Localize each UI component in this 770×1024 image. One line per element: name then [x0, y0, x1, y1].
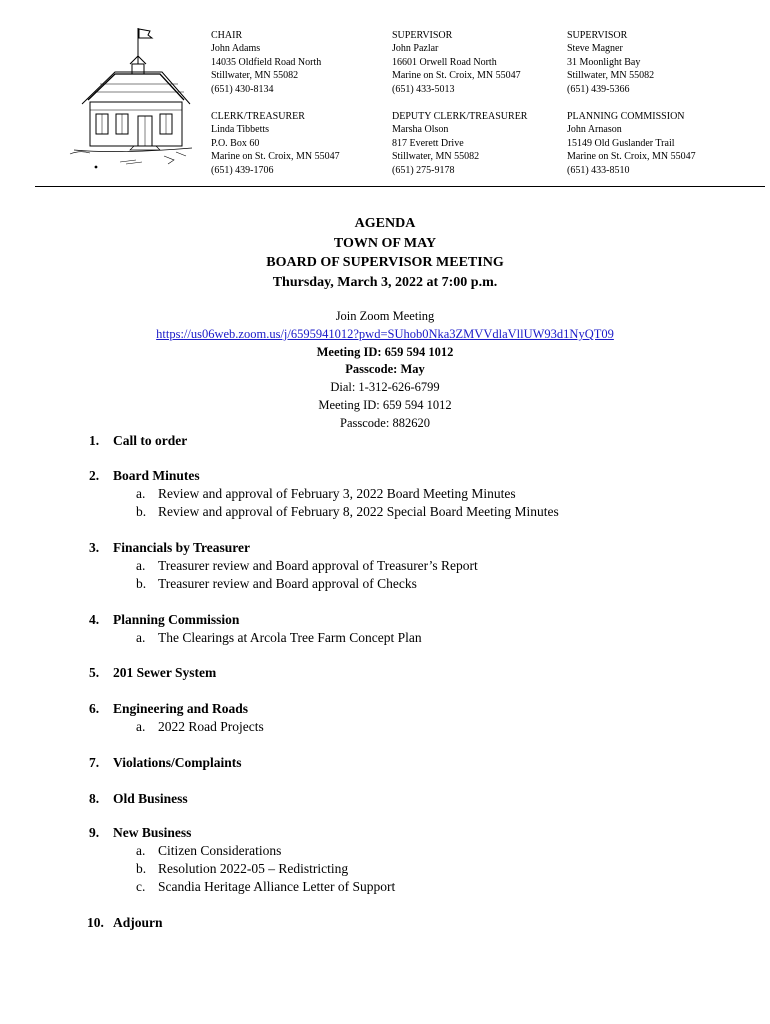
item-number: 9.	[89, 825, 100, 840]
agenda-item	[89, 665, 216, 681]
officer-chair	[211, 29, 321, 96]
agenda-heading	[0, 214, 770, 292]
subitem-letter: a.	[136, 630, 146, 645]
item-title: Old Business	[113, 791, 188, 806]
officer-city: Stillwater, MN 55082	[392, 151, 480, 163]
officer-planning-commission	[567, 110, 696, 177]
subitem-text: Treasurer review and Board approval of Treasurer’s Report	[158, 558, 478, 573]
agenda-item	[89, 540, 478, 591]
officer-name: Steve Magner	[567, 43, 623, 55]
subitem-letter: a.	[136, 486, 146, 501]
zoom-meeting-id: Meeting ID: 659 594 1012	[318, 397, 452, 412]
subitem-text: 2022 Road Projects	[158, 719, 264, 734]
officer-clerk-treasurer	[211, 110, 340, 177]
item-title: Violations/Complaints	[113, 755, 242, 770]
item-number: 1.	[89, 433, 100, 448]
agenda-subitem	[136, 630, 422, 646]
officer-name: John Arnason	[567, 124, 622, 136]
officer-role: CLERK/TREASURER	[211, 111, 305, 122]
item-number: 6.	[89, 701, 100, 716]
zoom-dial: Dial: 1-312-626-6799	[330, 380, 440, 395]
item-number: 2.	[89, 468, 100, 483]
officer-city: Stillwater, MN 55082	[211, 70, 299, 82]
zoom-passcode-bold: Passcode: May	[345, 362, 425, 377]
agenda-subitem	[136, 719, 264, 735]
zoom-meeting-id-bold: Meeting ID: 659 594 1012	[316, 344, 454, 359]
item-title: Adjourn	[113, 915, 163, 930]
subitem-text: Resolution 2022-05 – Redistricting	[158, 861, 349, 876]
item-title: Financials by Treasurer	[113, 540, 251, 555]
agenda-subitem	[136, 843, 281, 859]
zoom-info	[0, 308, 770, 433]
officer-phone: (651) 433-8510	[567, 164, 630, 176]
officer-phone: (651) 430-8134	[211, 83, 274, 95]
agenda-item	[89, 612, 422, 645]
subitem-text: Review and approval of February 3, 2022 Board Meeting Minutes	[158, 486, 516, 501]
item-title: Board Minutes	[113, 468, 200, 483]
officer-name: John Pazlar	[392, 43, 439, 55]
officer-supervisor-1	[392, 29, 521, 96]
agenda-subitem	[136, 879, 395, 895]
officer-city: Stillwater, MN 55082	[567, 70, 655, 82]
agenda-subitem	[136, 558, 478, 574]
officer-deputy-clerk	[392, 110, 527, 177]
agenda-item	[89, 791, 188, 807]
officer-address: 16601 Orwell Road North	[392, 56, 497, 68]
agenda-subitem	[136, 504, 559, 520]
officer-phone: (651) 433-5013	[392, 83, 455, 95]
agenda-item	[89, 755, 242, 771]
officer-phone: (651) 439-5366	[567, 83, 630, 95]
agenda-item	[89, 701, 264, 734]
officer-phone: (651) 439-1706	[211, 164, 274, 176]
subitem-text: Treasurer review and Board approval of Checks	[158, 576, 417, 591]
zoom-join-label: Join Zoom Meeting	[335, 309, 435, 323]
officer-name: Linda Tibbetts	[211, 124, 270, 136]
item-title: Call to order	[113, 433, 188, 448]
zoom-passcode: Passcode: 882620	[340, 415, 430, 430]
heading-town: TOWN OF MAY	[333, 235, 437, 251]
item-title: 201 Sewer System	[113, 665, 217, 680]
agenda-subitem	[136, 486, 516, 502]
officer-role: PLANNING COMMISSION	[567, 111, 685, 122]
officer-name: John Adams	[211, 43, 261, 55]
officer-role: SUPERVISOR	[392, 30, 453, 41]
subitem-text: Citizen Considerations	[158, 843, 282, 858]
officer-role: SUPERVISOR	[567, 30, 628, 41]
item-number: 7.	[89, 755, 100, 770]
item-number: 4.	[89, 612, 100, 627]
officer-address: 14035 Oldfield Road North	[211, 56, 322, 68]
officer-phone: (651) 275-9178	[392, 164, 455, 176]
subitem-letter: c.	[136, 879, 146, 894]
agenda-subitem	[136, 861, 348, 877]
heading-agenda: AGENDA	[354, 216, 416, 231]
town-hall-logo	[60, 22, 205, 174]
subitem-letter: b.	[136, 504, 147, 519]
agenda-item	[87, 915, 163, 931]
item-title: Engineering and Roads	[113, 701, 249, 716]
heading-meeting: BOARD OF SUPERVISOR MEETING	[266, 255, 504, 270]
agenda-item	[89, 433, 187, 449]
agenda-item	[89, 468, 559, 519]
subitem-text: Review and approval of February 8, 2022 Special Board Meeting Minutes	[158, 504, 559, 519]
agenda-subitem	[136, 576, 417, 592]
item-title: Planning Commission	[113, 612, 240, 627]
officer-address: 31 Moonlight Bay	[567, 56, 641, 68]
item-number: 5.	[89, 665, 100, 680]
officer-city: Marine on St. Croix, MN 55047	[392, 70, 521, 82]
subitem-letter: a.	[136, 558, 146, 573]
officer-address: 15149 Old Guslander Trail	[567, 137, 675, 149]
subitem-letter: b.	[136, 861, 147, 876]
officer-city: Marine on St. Croix, MN 55047	[567, 151, 696, 163]
item-number: 8.	[89, 791, 100, 806]
subitem-letter: b.	[136, 576, 147, 591]
zoom-meeting-link[interactable]: https://us06web.zoom.us/j/6595941012?pwd=SUhob0Nka3ZMVVdlaVllUW93d1NyQT09	[156, 326, 614, 341]
item-number: 10.	[87, 915, 104, 930]
subitem-text: Scandia Heritage Alliance Letter of Support	[158, 879, 396, 894]
agenda-item	[89, 825, 396, 894]
item-number: 3.	[89, 540, 100, 555]
heading-date: Thursday, March 3, 2022 at 7:00 p.m.	[272, 274, 498, 290]
officer-role: DEPUTY CLERK/TREASURER	[392, 111, 528, 122]
officer-name: Marsha Olson	[392, 124, 449, 136]
item-title: New Business	[113, 825, 192, 840]
header-divider	[35, 186, 765, 187]
subitem-letter: a.	[136, 719, 146, 734]
officer-address: P.O. Box 60	[211, 137, 260, 149]
subitem-letter: a.	[136, 843, 146, 858]
officer-city: Marine on St. Croix, MN 55047	[211, 151, 340, 163]
officer-supervisor-2	[567, 29, 654, 96]
officer-address: 817 Everett Drive	[392, 137, 464, 149]
subitem-text: The Clearings at Arcola Tree Farm Concept Plan	[158, 630, 422, 645]
flag-icon	[139, 29, 152, 38]
officer-role: CHAIR	[211, 30, 243, 41]
